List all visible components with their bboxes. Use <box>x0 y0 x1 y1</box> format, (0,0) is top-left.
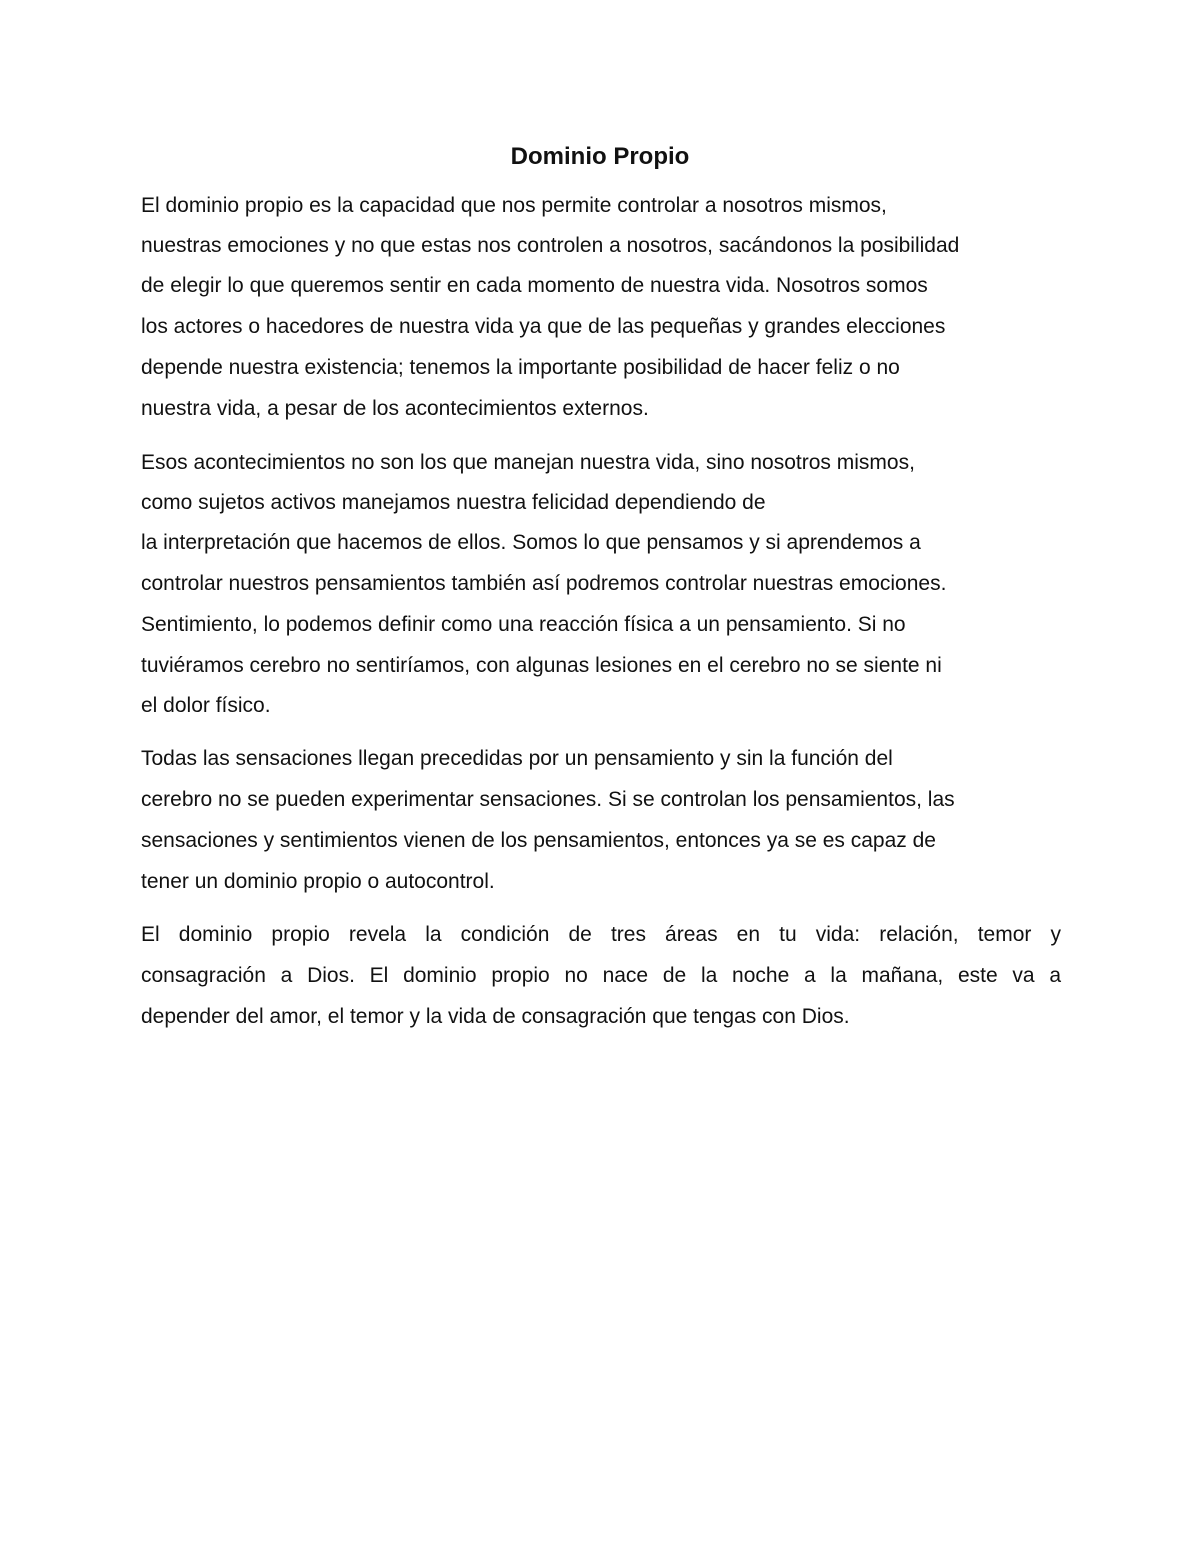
paragraph-1-line-2: nuestras emociones y no que estas nos controlen a nosotros, sacándonos la posibilidad <box>141 234 960 257</box>
document-title: Dominio Propio <box>510 143 690 170</box>
paragraph-2-line-1: Esos acontecimientos no son los que manejan nuestra vida, sino nosotros mismos, <box>141 451 915 474</box>
paragraph-1-line-3: de elegir lo que queremos sentir en cada momento de nuestra vida. Nosotros somos <box>141 274 928 297</box>
paragraph-2-line-7: el dolor físico. <box>141 694 271 717</box>
paragraph-1-line-6: nuestra vida, a pesar de los acontecimientos externos. <box>141 397 649 420</box>
paragraph-2-line-6: tuviéramos cerebro no sentiríamos, con algunas lesiones en el cerebro no se siente ni <box>141 654 942 677</box>
paragraph-3-line-1: Todas las sensaciones llegan precedidas por un pensamiento y sin la función del <box>141 747 893 770</box>
paragraph-2-line-4: controlar nuestros pensamientos también así podremos controlar nuestras emociones. <box>141 572 947 595</box>
paragraph-2-line-2: como sujetos activos manejamos nuestra felicidad dependiendo de <box>141 491 766 514</box>
paragraph-3-line-4: tener un dominio propio o autocontrol. <box>141 870 495 893</box>
paragraph-4-line-3: depender del amor, el temor y la vida de consagración que tengas con Dios. <box>141 1005 850 1028</box>
paragraph-2-line-5: Sentimiento, lo podemos definir como una reacción física a un pensamiento. Si no <box>141 613 906 636</box>
paragraph-4-line-1: El dominio propio revela la condición de tres áreas en tu vida: relación, temor y <box>141 923 1061 946</box>
paragraph-1-line-5: depende nuestra existencia; tenemos la importante posibilidad de hacer feliz o no <box>141 356 900 379</box>
paragraph-3-line-3: sensaciones y sentimientos vienen de los pensamientos, entonces ya se es capaz de <box>141 829 936 852</box>
paragraph-1-line-4: los actores o hacedores de nuestra vida ya que de las pequeñas y grandes elecciones <box>141 315 946 338</box>
paragraph-3-line-2: cerebro no se pueden experimentar sensaciones. Si se controlan los pensamientos, las <box>141 788 955 811</box>
paragraph-1-line-1: El dominio propio es la capacidad que nos permite controlar a nosotros mismos, <box>141 194 887 217</box>
paragraph-4-line-2: consagración a Dios. El dominio propio no nace de la noche a la mañana, este va a <box>141 964 1061 987</box>
paragraph-2-line-3: la interpretación que hacemos de ellos. Somos lo que pensamos y si aprendemos a <box>141 531 921 554</box>
